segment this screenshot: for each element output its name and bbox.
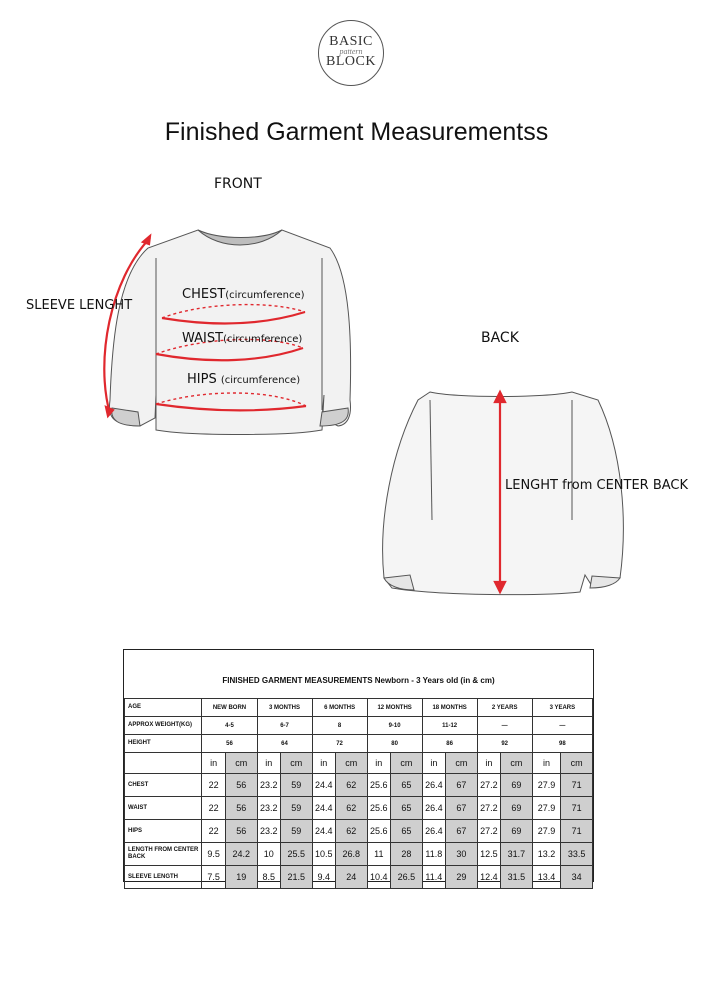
value-in: 8.5 [257, 866, 280, 889]
value-in: 11.8 [422, 843, 445, 866]
value-cm: 69 [501, 820, 533, 843]
height-cell: 86 [422, 735, 477, 753]
value-cm: 59 [280, 774, 312, 797]
value-in: 11 [367, 843, 390, 866]
value-cm: 29 [446, 866, 478, 889]
value-in: 26.4 [422, 774, 445, 797]
height-cell: 72 [312, 735, 367, 753]
page-title: Finished Garment Measurementss [164, 118, 549, 146]
weight-cell: — [532, 717, 592, 735]
value-in: 24.4 [312, 797, 335, 820]
chest-note: (circumference) [225, 290, 305, 301]
value-cm: 69 [501, 797, 533, 820]
unit-cm: cm [561, 753, 593, 774]
unit-in: in [367, 753, 390, 774]
value-in: 7.5 [202, 866, 225, 889]
value-in: 12.5 [477, 843, 500, 866]
value-cm: 69 [501, 774, 533, 797]
logo-line-2: pattern [339, 47, 363, 56]
measurement-table [123, 649, 594, 882]
row-label: LENGTH FROM CENTER BACK [125, 843, 202, 866]
unit-cm: cm [335, 753, 367, 774]
front-label: FRONT [214, 176, 262, 192]
value-in: 11.4 [422, 866, 445, 889]
weight-cell: — [477, 717, 532, 735]
unit-cm: cm [225, 753, 257, 774]
unit-in: in [532, 753, 561, 774]
unit-in: in [202, 753, 225, 774]
back-length-label: LENGHT from CENTER BACK [505, 478, 689, 493]
table-row [125, 797, 593, 820]
value-in: 23.2 [257, 774, 280, 797]
value-cm: 31.5 [501, 866, 533, 889]
value-in: 26.4 [422, 820, 445, 843]
unit-row [125, 753, 593, 774]
weight-cell: 9-10 [367, 717, 422, 735]
age-row [125, 699, 593, 717]
value-cm: 71 [561, 797, 593, 820]
unit-cm: cm [446, 753, 478, 774]
row-label: WAIST [125, 797, 202, 820]
unit-in: in [422, 753, 445, 774]
value-cm: 28 [391, 843, 423, 866]
value-in: 27.2 [477, 774, 500, 797]
unit-in: in [477, 753, 500, 774]
chest-label [182, 287, 305, 302]
value-cm: 62 [335, 797, 367, 820]
value-cm: 67 [446, 774, 478, 797]
height-cell: 80 [367, 735, 422, 753]
back-label: BACK [481, 330, 519, 346]
height-cell: 56 [202, 735, 257, 753]
value-in: 27.2 [477, 820, 500, 843]
value-cm: 24 [335, 866, 367, 889]
value-in: 23.2 [257, 820, 280, 843]
waist-label [182, 331, 302, 346]
table-title: FINISHED GARMENT MEASUREMENTS Newborn - 3 Years old (in & cm) [222, 676, 495, 685]
value-cm: 65 [391, 797, 423, 820]
value-cm: 33.5 [561, 843, 593, 866]
weight-cell: 8 [312, 717, 367, 735]
value-in: 27.2 [477, 797, 500, 820]
value-in: 27.9 [532, 797, 561, 820]
value-in: 10.4 [367, 866, 390, 889]
value-in: 13.4 [532, 866, 561, 889]
value-cm: 26.8 [335, 843, 367, 866]
value-cm: 26.5 [391, 866, 423, 889]
size-header: 3 MONTHS [257, 699, 312, 717]
size-header: NEW BORN [202, 699, 257, 717]
value-in: 22 [202, 797, 225, 820]
value-cm: 62 [335, 820, 367, 843]
value-in: 9.4 [312, 866, 335, 889]
value-cm: 65 [391, 774, 423, 797]
value-cm: 65 [391, 820, 423, 843]
value-cm: 59 [280, 797, 312, 820]
value-cm: 56 [225, 820, 257, 843]
waist-text: WAIST [182, 331, 224, 346]
size-header: 3 YEARS [532, 699, 592, 717]
value-cm: 31.7 [501, 843, 533, 866]
value-in: 25.6 [367, 797, 390, 820]
waist-note: (circumference) [223, 334, 303, 345]
weight-cell: 4-5 [202, 717, 257, 735]
value-in: 25.6 [367, 820, 390, 843]
unit-cm: cm [280, 753, 312, 774]
unit-in: in [312, 753, 335, 774]
value-cm: 56 [225, 797, 257, 820]
value-cm: 56 [225, 774, 257, 797]
row-label: CHEST [125, 774, 202, 797]
table-row [125, 866, 593, 889]
value-cm: 62 [335, 774, 367, 797]
height-cell: 64 [257, 735, 312, 753]
chest-text: CHEST [182, 287, 226, 302]
value-in: 10.5 [312, 843, 335, 866]
value-in: 9.5 [202, 843, 225, 866]
sleeve-length-label: SLEEVE LENGHT [26, 298, 133, 313]
unit-in: in [257, 753, 280, 774]
hips-note: (circumference) [220, 375, 301, 386]
value-cm: 19 [225, 866, 257, 889]
value-cm: 24.2 [225, 843, 257, 866]
measurement-grid [124, 698, 593, 889]
value-in: 23.2 [257, 797, 280, 820]
logo-line-3: BLOCK [326, 54, 376, 69]
value-cm: 59 [280, 820, 312, 843]
value-in: 26.4 [422, 797, 445, 820]
value-cm: 71 [561, 774, 593, 797]
empty-cell [125, 753, 202, 774]
size-header: 6 MONTHS [312, 699, 367, 717]
weight-cell: 6-7 [257, 717, 312, 735]
unit-cm: cm [501, 753, 533, 774]
value-in: 24.4 [312, 774, 335, 797]
value-in: 10 [257, 843, 280, 866]
value-cm: 67 [446, 820, 478, 843]
row-label: HIPS [125, 820, 202, 843]
value-in: 25.6 [367, 774, 390, 797]
unit-cm: cm [391, 753, 423, 774]
height-cell: 92 [477, 735, 532, 753]
value-in: 24.4 [312, 820, 335, 843]
height-row [125, 735, 593, 753]
row-label: SLEEVE LENGTH [125, 866, 202, 889]
value-in: 13.2 [532, 843, 561, 866]
value-cm: 71 [561, 820, 593, 843]
table-row [125, 843, 593, 866]
value-in: 12.4 [477, 866, 500, 889]
back-garment [383, 392, 624, 595]
value-cm: 67 [446, 797, 478, 820]
logo-line-1: BASIC [329, 34, 373, 49]
size-header: 12 MONTHS [367, 699, 422, 717]
row-label: AGE [125, 699, 202, 717]
value-cm: 25.5 [280, 843, 312, 866]
height-cell: 98 [532, 735, 592, 753]
value-in: 27.9 [532, 820, 561, 843]
hips-label [187, 372, 300, 387]
value-in: 22 [202, 774, 225, 797]
table-row [125, 820, 593, 843]
value-cm: 34 [561, 866, 593, 889]
table-row [125, 774, 593, 797]
value-cm: 30 [446, 843, 478, 866]
measurement-rows [125, 774, 593, 889]
row-label: APPROX WEIGHT(KG) [125, 717, 202, 735]
weight-row [125, 717, 593, 735]
hips-text: HIPS [187, 372, 217, 387]
row-label: HEIGHT [125, 735, 202, 753]
value-in: 22 [202, 820, 225, 843]
weight-cell: 11-12 [422, 717, 477, 735]
size-header: 18 MONTHS [422, 699, 477, 717]
value-in: 27.9 [532, 774, 561, 797]
size-header: 2 YEARS [477, 699, 532, 717]
value-cm: 21.5 [280, 866, 312, 889]
